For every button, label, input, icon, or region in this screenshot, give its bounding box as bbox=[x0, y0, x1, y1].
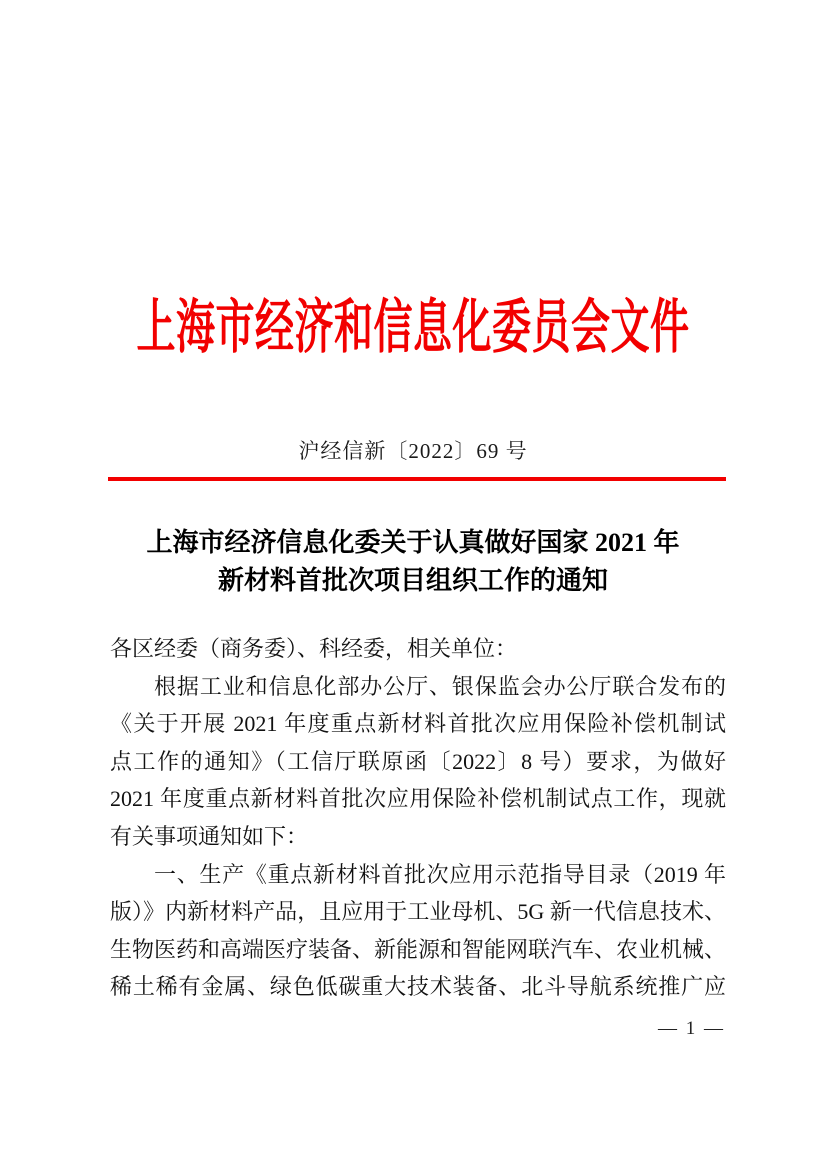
red-divider bbox=[108, 477, 726, 481]
body-line: 版）》内新材料产品，且应用于工业母机、5G 新一代信息技术、 bbox=[110, 899, 726, 925]
page-number: — 1 — bbox=[658, 1018, 725, 1039]
salutation-line: 各区经委（商务委）、科经委，相关单位： bbox=[110, 636, 518, 661]
body-line: 生物医药和高端医疗装备、新能源和智能网联汽车、农业机械、 bbox=[110, 936, 727, 962]
body-line: 《关于开展 2021 年度重点新材料首批次应用保险补偿机制试 bbox=[110, 711, 726, 737]
document-number: 沪经信新〔2022〕69 号 bbox=[298, 439, 528, 463]
body-line: 一、生产《重点新材料首批次应用示范指导目录（2019 年 bbox=[154, 861, 726, 887]
document-body bbox=[110, 630, 726, 1006]
document-title-line-2: 新材料首批次项目组织工作的通知 bbox=[217, 566, 608, 595]
agency-header: 上海市经济和信息化委员会文件 bbox=[136, 296, 690, 361]
document-title-line-1: 上海市经济信息化委关于认真做好国家 2021 年 bbox=[146, 528, 680, 557]
body-line: 2021 年度重点新材料首批次应用保险补偿机制试点工作，现就 bbox=[110, 786, 726, 812]
body-line: 点工作的通知》（工信厅联原函〔2022〕8 号）要求，为做好 bbox=[110, 748, 726, 774]
body-line: 有关事项通知如下： bbox=[110, 823, 309, 849]
document-title bbox=[0, 524, 826, 600]
body-line: 根据工业和信息化部办公厅、银保监会办公厅联合发布的 bbox=[154, 673, 726, 699]
body-line: 稀土稀有金属、绿色低碳重大技术装备、北斗导航系统推广应 bbox=[110, 974, 726, 1000]
